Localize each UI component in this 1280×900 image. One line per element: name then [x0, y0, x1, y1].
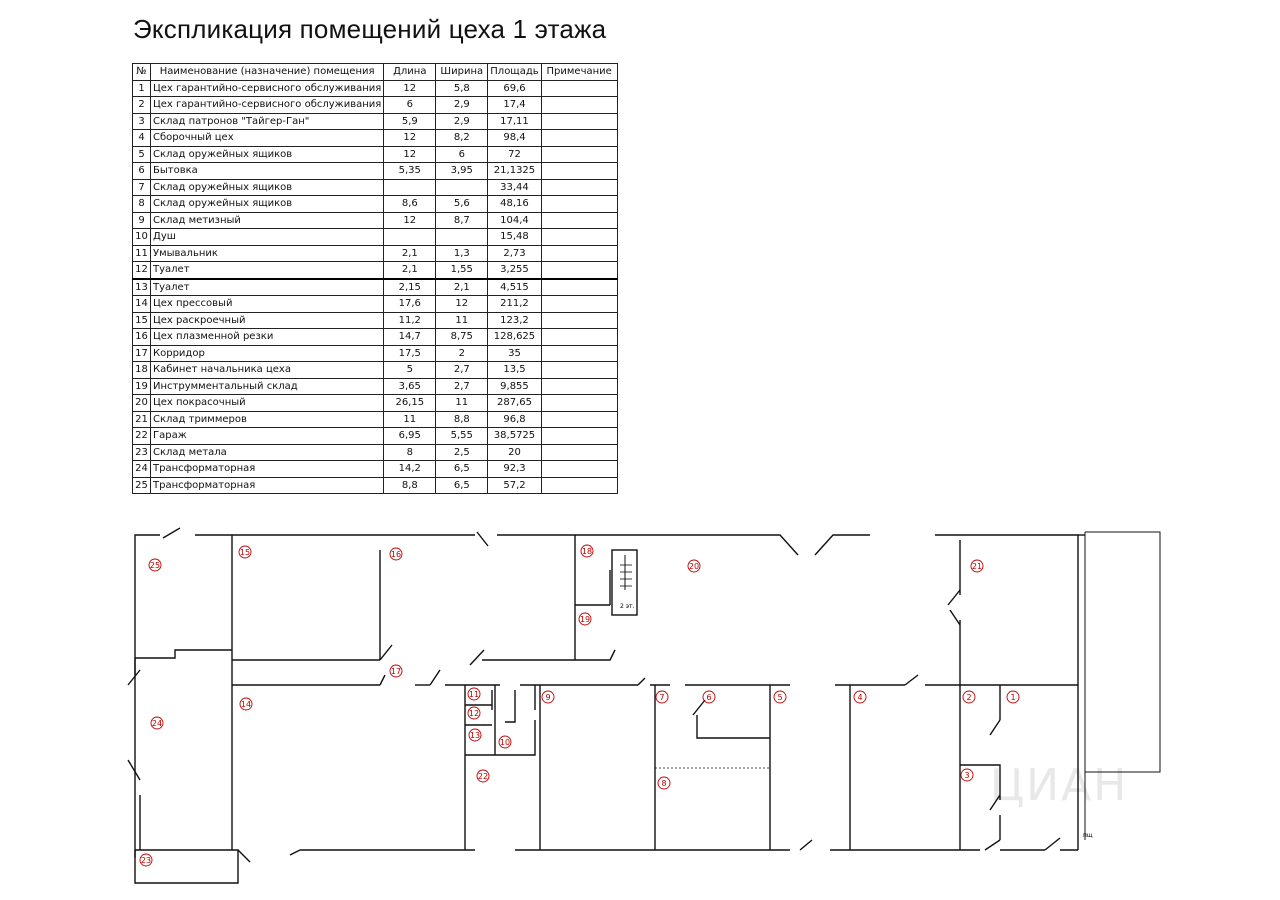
room-label-7: 7	[659, 693, 665, 702]
cell-note	[541, 196, 617, 213]
header-name: Наименование (назначение) помещения	[151, 64, 384, 81]
cell-area: 2,73	[488, 245, 541, 262]
cell-area: 98,4	[488, 130, 541, 147]
cell-number: 10	[133, 229, 151, 246]
cell-number: 24	[133, 461, 151, 478]
table-row	[133, 229, 618, 246]
table-row	[133, 378, 618, 395]
cell-width: 2,1	[436, 279, 488, 296]
cell-number: 15	[133, 312, 151, 329]
cell-name: Склад оружейных ящиков	[151, 146, 384, 163]
cell-number: 12	[133, 262, 151, 279]
cell-name: Корридор	[151, 345, 384, 362]
cell-number: 22	[133, 428, 151, 445]
cell-number: 14	[133, 296, 151, 313]
cell-number: 20	[133, 395, 151, 412]
table-row	[133, 212, 618, 229]
cell-width: 5,8	[436, 80, 488, 97]
cell-width: 8,8	[436, 411, 488, 428]
cell-note	[541, 461, 617, 478]
header-number: №	[133, 64, 151, 81]
room-label-19: 19	[579, 615, 591, 624]
cell-number: 5	[133, 146, 151, 163]
cell-width: 1,3	[436, 245, 488, 262]
table-row	[133, 113, 618, 130]
cell-length: 12	[384, 212, 436, 229]
cell-length: 12	[384, 146, 436, 163]
cell-area: 13,5	[488, 362, 541, 379]
table-row	[133, 279, 618, 296]
room-label-12: 12	[468, 709, 480, 718]
table-row	[133, 130, 618, 147]
cell-name: Цех раскроечный	[151, 312, 384, 329]
room-label-2: 2	[966, 693, 972, 702]
table-row	[133, 312, 618, 329]
cell-name: Инструмментальный склад	[151, 378, 384, 395]
cell-name: Цех гарантийно-сервисного обслуживания	[151, 97, 384, 114]
cell-note	[541, 296, 617, 313]
cell-width: 6	[436, 146, 488, 163]
cell-name: Кабинет начальника цеха	[151, 362, 384, 379]
cell-width: 1,55	[436, 262, 488, 279]
cell-length: 12	[384, 130, 436, 147]
explication-table	[132, 63, 618, 494]
cell-width: 2,7	[436, 378, 488, 395]
cell-name: Склад патронов "Тайгер-Ган"	[151, 113, 384, 130]
room-label-17: 17	[390, 667, 402, 676]
cell-length: 2,15	[384, 279, 436, 296]
cell-number: 3	[133, 113, 151, 130]
table-row	[133, 179, 618, 196]
cell-area: 96,8	[488, 411, 541, 428]
cell-area: 9,855	[488, 378, 541, 395]
cell-area: 211,2	[488, 296, 541, 313]
cell-width: 2,9	[436, 113, 488, 130]
cell-length: 5,9	[384, 113, 436, 130]
cell-width: 3,95	[436, 163, 488, 180]
cell-width: 6,5	[436, 461, 488, 478]
cell-width: 5,6	[436, 196, 488, 213]
cell-name: Трансформаторная	[151, 477, 384, 494]
table-row	[133, 146, 618, 163]
cell-note	[541, 146, 617, 163]
cell-length: 11	[384, 411, 436, 428]
cell-number: 18	[133, 362, 151, 379]
cell-area: 104,4	[488, 212, 541, 229]
cell-length: 8,8	[384, 477, 436, 494]
cell-name: Склад оружейных ящиков	[151, 196, 384, 213]
header-area: Площадь	[488, 64, 541, 81]
room-label-23: 23	[140, 856, 152, 865]
cell-area: 287,65	[488, 395, 541, 412]
cell-area: 128,625	[488, 329, 541, 346]
cell-length	[384, 229, 436, 246]
cell-note	[541, 329, 617, 346]
cell-number: 4	[133, 130, 151, 147]
room-label-13: 13	[469, 731, 481, 740]
room-label-8: 8	[661, 779, 667, 788]
cell-name: Склад оружейных ящиков	[151, 179, 384, 196]
cell-note	[541, 444, 617, 461]
cell-length: 14,7	[384, 329, 436, 346]
room-label-5: 5	[777, 693, 783, 702]
cell-note	[541, 97, 617, 114]
cell-width: 11	[436, 312, 488, 329]
room-label-22: 22	[477, 772, 489, 781]
cell-note	[541, 212, 617, 229]
table-row	[133, 262, 618, 279]
cell-width: 8,2	[436, 130, 488, 147]
room-label-14: 14	[240, 700, 252, 709]
cell-width: 2,9	[436, 97, 488, 114]
cell-width: 5,55	[436, 428, 488, 445]
table-row	[133, 196, 618, 213]
cell-name: Гараж	[151, 428, 384, 445]
cell-note	[541, 477, 617, 494]
cell-length: 2,1	[384, 245, 436, 262]
cell-name: Душ	[151, 229, 384, 246]
cell-name: Сборочный цех	[151, 130, 384, 147]
cell-width: 2,7	[436, 362, 488, 379]
cell-width: 8,7	[436, 212, 488, 229]
cell-length: 5	[384, 362, 436, 379]
cell-note	[541, 279, 617, 296]
room-label-9: 9	[545, 693, 551, 702]
room-label-3: 3	[964, 771, 970, 780]
cell-length: 17,6	[384, 296, 436, 313]
cell-note	[541, 262, 617, 279]
cell-width: 2,5	[436, 444, 488, 461]
table-row	[133, 296, 618, 313]
cell-note	[541, 362, 617, 379]
cell-area: 15,48	[488, 229, 541, 246]
cell-number: 21	[133, 411, 151, 428]
cell-name: Цех прессовый	[151, 296, 384, 313]
cell-width: 11	[436, 395, 488, 412]
cell-area: 33,44	[488, 179, 541, 196]
cell-name: Трансформаторная	[151, 461, 384, 478]
cell-number: 9	[133, 212, 151, 229]
cell-width: 8,75	[436, 329, 488, 346]
table-row	[133, 444, 618, 461]
cell-name: Умывальник	[151, 245, 384, 262]
cell-note	[541, 163, 617, 180]
table-row	[133, 163, 618, 180]
cell-number: 19	[133, 378, 151, 395]
cell-area: 3,255	[488, 262, 541, 279]
table-row	[133, 477, 618, 494]
cell-note	[541, 378, 617, 395]
table-row	[133, 461, 618, 478]
cell-number: 1	[133, 80, 151, 97]
cell-number: 23	[133, 444, 151, 461]
cell-length: 6	[384, 97, 436, 114]
cell-number: 16	[133, 329, 151, 346]
cell-length: 3,65	[384, 378, 436, 395]
cell-area: 69,6	[488, 80, 541, 97]
room-label-18: 18	[581, 547, 593, 556]
room-label-24: 24	[151, 719, 163, 728]
cell-area: 35	[488, 345, 541, 362]
room-label-6: 6	[706, 693, 712, 702]
table-row	[133, 245, 618, 262]
cell-length: 2,1	[384, 262, 436, 279]
cell-number: 6	[133, 163, 151, 180]
cell-length: 11,2	[384, 312, 436, 329]
cell-name: Цех покрасочный	[151, 395, 384, 412]
cell-area: 17,4	[488, 97, 541, 114]
cell-length: 8,6	[384, 196, 436, 213]
cell-note	[541, 80, 617, 97]
cell-area: 21,1325	[488, 163, 541, 180]
cell-name: Цех плазменной резки	[151, 329, 384, 346]
cell-name: Склад метизный	[151, 212, 384, 229]
cell-name: Туалет	[151, 279, 384, 296]
cell-name: Склад триммеров	[151, 411, 384, 428]
header-length: Длина	[384, 64, 436, 81]
cell-number: 8	[133, 196, 151, 213]
cell-width	[436, 229, 488, 246]
cell-area: 72	[488, 146, 541, 163]
room-label-1: 1	[1010, 693, 1016, 702]
cell-note	[541, 395, 617, 412]
cell-width: 2	[436, 345, 488, 362]
table-row	[133, 329, 618, 346]
cell-number: 13	[133, 279, 151, 296]
cell-note	[541, 245, 617, 262]
cell-area: 38,5725	[488, 428, 541, 445]
cell-note	[541, 312, 617, 329]
cell-note	[541, 179, 617, 196]
cell-name: Склад метала	[151, 444, 384, 461]
page-title: Экспликация помещений цеха 1 этажа	[133, 14, 607, 44]
cell-note	[541, 229, 617, 246]
room-label-10: 10	[499, 738, 511, 747]
cell-note	[541, 345, 617, 362]
room-label-15: 15	[239, 548, 251, 557]
cell-number: 17	[133, 345, 151, 362]
cell-number: 11	[133, 245, 151, 262]
cell-length: 12	[384, 80, 436, 97]
table-header-row	[133, 64, 618, 81]
room-label-25: 25	[149, 561, 161, 570]
cell-length: 17,5	[384, 345, 436, 362]
cell-area: 92,3	[488, 461, 541, 478]
cell-width: 12	[436, 296, 488, 313]
cell-note	[541, 113, 617, 130]
cell-number: 25	[133, 477, 151, 494]
cell-number: 7	[133, 179, 151, 196]
table-row	[133, 97, 618, 114]
cell-length: 6,95	[384, 428, 436, 445]
cell-name: Туалет	[151, 262, 384, 279]
table-row	[133, 362, 618, 379]
cell-area: 20	[488, 444, 541, 461]
cell-area: 4,515	[488, 279, 541, 296]
cell-length: 14,2	[384, 461, 436, 478]
small-mark: пщ	[1083, 832, 1093, 839]
cell-length	[384, 179, 436, 196]
cell-name: Бытовка	[151, 163, 384, 180]
cell-area: 17,11	[488, 113, 541, 130]
cell-length: 8	[384, 444, 436, 461]
cell-name: Цех гарантийно-сервисного обслуживания	[151, 80, 384, 97]
table-row	[133, 345, 618, 362]
room-label-20: 20	[688, 562, 700, 571]
cell-area: 123,2	[488, 312, 541, 329]
cell-length: 26,15	[384, 395, 436, 412]
floor-plan	[0, 510, 1280, 900]
cell-area: 57,2	[488, 477, 541, 494]
cell-number: 2	[133, 97, 151, 114]
room-label-11: 11	[468, 690, 480, 699]
table-row	[133, 428, 618, 445]
table-row	[133, 411, 618, 428]
table-row	[133, 80, 618, 97]
room-label-16: 16	[390, 550, 402, 559]
room-label-4: 4	[857, 693, 863, 702]
cell-note	[541, 130, 617, 147]
room-label-21: 21	[971, 562, 983, 571]
header-note: Примечание	[541, 64, 617, 81]
table-row	[133, 395, 618, 412]
cell-width: 6,5	[436, 477, 488, 494]
cell-length: 5,35	[384, 163, 436, 180]
watermark: ЦИАН	[990, 760, 1129, 811]
stair-label: 2 эт.	[620, 603, 635, 610]
cell-width	[436, 179, 488, 196]
header-width: Ширина	[436, 64, 488, 81]
cell-area: 48,16	[488, 196, 541, 213]
cell-note	[541, 428, 617, 445]
cell-note	[541, 411, 617, 428]
